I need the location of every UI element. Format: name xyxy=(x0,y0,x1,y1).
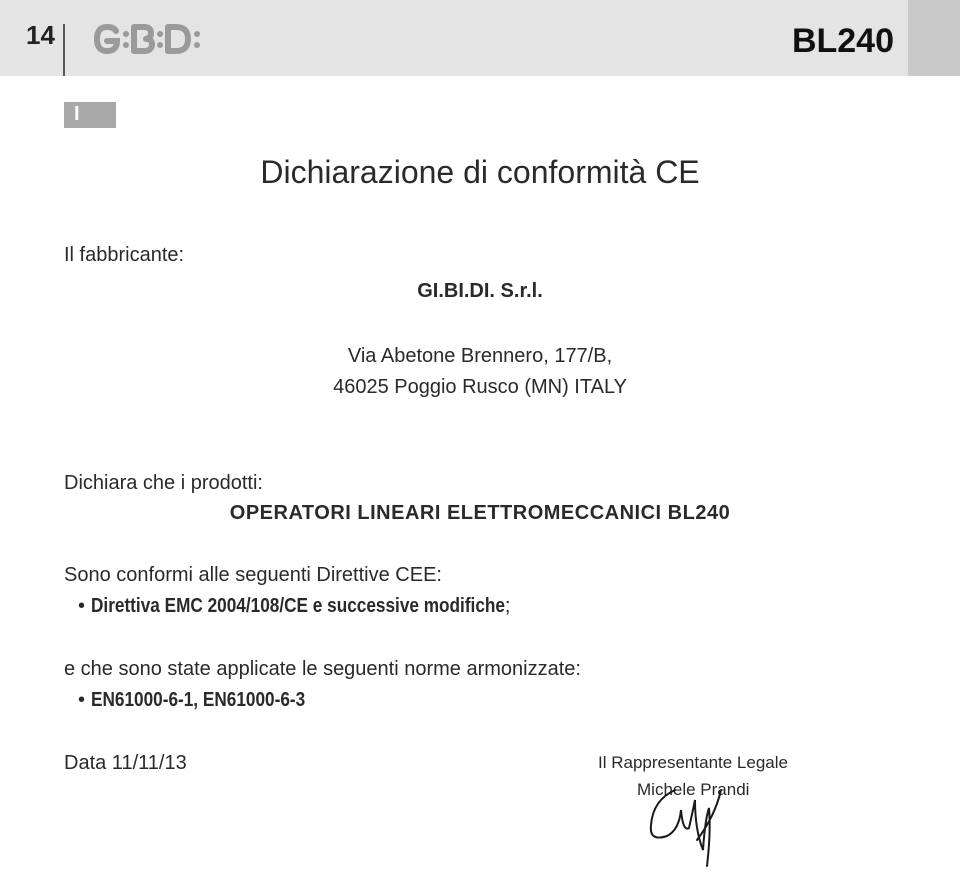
bullet: • xyxy=(78,689,91,711)
header-divider xyxy=(63,24,65,76)
page-number: 14 xyxy=(26,20,55,50)
address-line-2: 46025 Poggio Rusco (MN) ITALY xyxy=(333,376,627,398)
bullet: • xyxy=(78,595,91,617)
standard-text: EN61000-6-1, EN61000-6-3 xyxy=(90,689,305,711)
header-edge-tab xyxy=(908,0,960,76)
language-tab-label: I xyxy=(74,103,80,125)
standards-intro: e che sono state applicate le seguenti norme armonizzate: xyxy=(64,658,581,680)
product-name: OPERATORI LINEARI ELETTROMECCANICI BL240 xyxy=(229,502,731,524)
directives-intro: Sono conformi alle seguenti Direttive CEE: xyxy=(64,564,442,586)
manufacturer-label: Il fabbricante: xyxy=(64,244,185,266)
declaration-intro: Dichiara che i prodotti: xyxy=(64,472,263,494)
address-line-1: Via Abetone Brennero, 177/B, xyxy=(347,345,613,367)
directive-suffix: ; xyxy=(504,595,511,617)
rep-name: Michele Prandi xyxy=(637,780,750,799)
directive-text: Direttiva EMC 2004/108/CE e successive modifiche xyxy=(90,595,505,617)
model-code: BL240 xyxy=(791,22,894,60)
date: Data 11/11/13 xyxy=(64,752,187,774)
company-name: GI.BI.DI. S.r.l. xyxy=(417,280,543,302)
page-title: Dichiarazione di conformità CE xyxy=(260,154,700,190)
signature xyxy=(645,770,755,875)
standard-item xyxy=(78,689,340,712)
rep-title: Il Rappresentante Legale xyxy=(598,753,788,772)
language-tab xyxy=(64,102,116,128)
directive-item xyxy=(78,595,510,618)
gibidi-logo xyxy=(94,22,210,61)
